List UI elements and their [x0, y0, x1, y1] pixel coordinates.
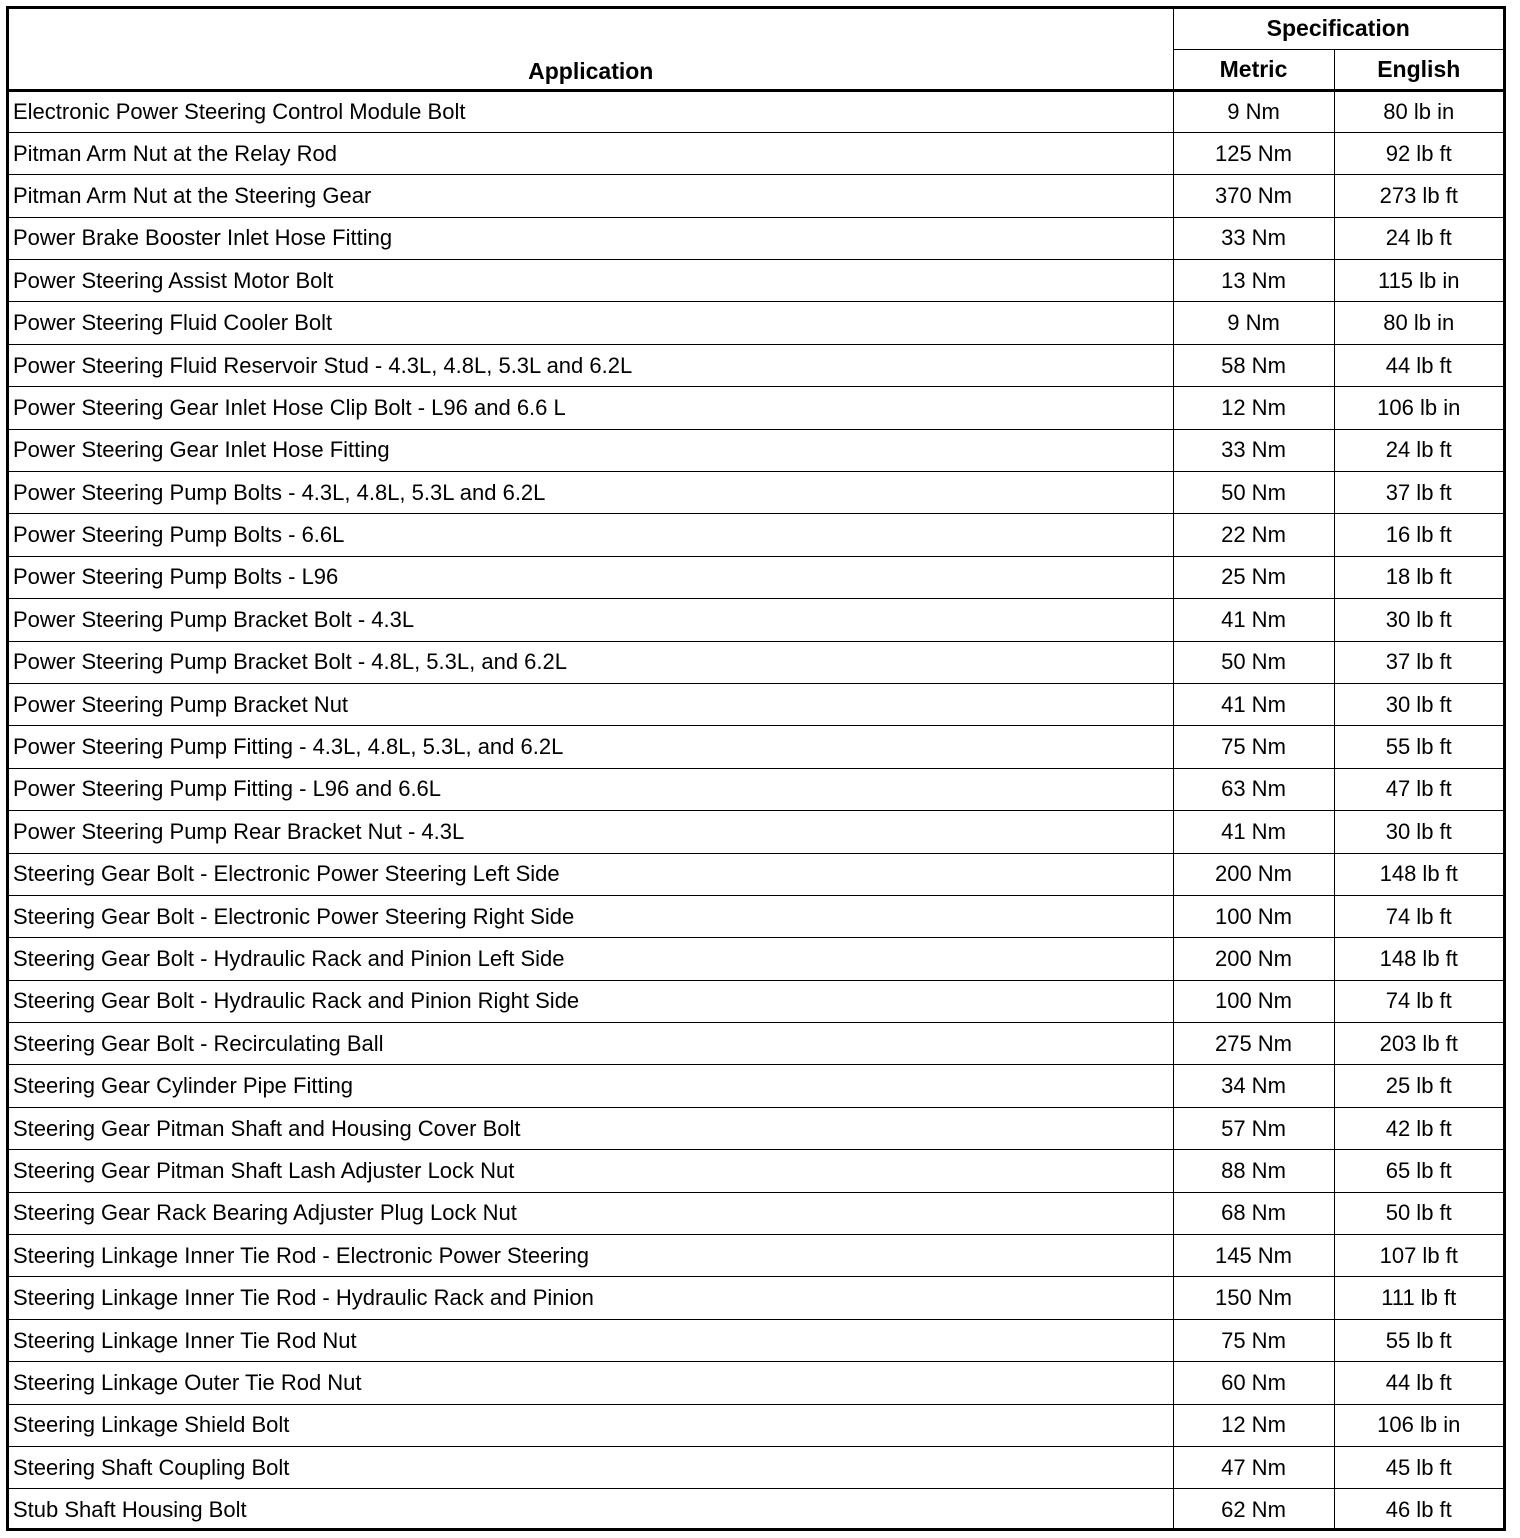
- application-cell: Steering Shaft Coupling Bolt: [9, 1447, 1173, 1489]
- metric-cell: 50 Nm: [1173, 641, 1334, 683]
- application-cell: Power Steering Assist Motor Bolt: [9, 260, 1173, 302]
- application-cell: Power Steering Pump Bolts - L96: [9, 556, 1173, 598]
- english-cell: 24 lb ft: [1334, 429, 1503, 471]
- table-row: [9, 1447, 1503, 1489]
- metric-cell: 47 Nm: [1173, 1447, 1334, 1489]
- english-cell: 44 lb ft: [1334, 344, 1503, 386]
- metric-cell: 150 Nm: [1173, 1277, 1334, 1319]
- english-cell: 65 lb ft: [1334, 1150, 1503, 1192]
- table-row: [9, 556, 1503, 598]
- english-cell: 37 lb ft: [1334, 472, 1503, 514]
- column-group-header-specification: Specification: [1173, 9, 1503, 49]
- application-cell: Pitman Arm Nut at the Relay Rod: [9, 132, 1173, 174]
- english-cell: 111 lb ft: [1334, 1277, 1503, 1319]
- application-cell: Power Steering Pump Bracket Nut: [9, 683, 1173, 725]
- application-cell: Power Steering Pump Fitting - 4.3L, 4.8L, 5.3L, and 6.2L: [9, 726, 1173, 768]
- table-row: [9, 429, 1503, 471]
- metric-cell: 100 Nm: [1173, 980, 1334, 1022]
- english-cell: 203 lb ft: [1334, 1023, 1503, 1065]
- metric-cell: 125 Nm: [1173, 132, 1334, 174]
- metric-cell: 75 Nm: [1173, 726, 1334, 768]
- metric-cell: 145 Nm: [1173, 1235, 1334, 1277]
- metric-cell: 63 Nm: [1173, 768, 1334, 810]
- column-header-english: English: [1334, 49, 1503, 90]
- table-row: [9, 980, 1503, 1022]
- table-row: [9, 217, 1503, 259]
- application-cell: Steering Gear Pitman Shaft and Housing Cover Bolt: [9, 1107, 1173, 1149]
- application-cell: Power Steering Fluid Reservoir Stud - 4.3L, 4.8L, 5.3L and 6.2L: [9, 344, 1173, 386]
- torque-spec-table: [9, 9, 1503, 1531]
- english-cell: 18 lb ft: [1334, 556, 1503, 598]
- column-header-metric: Metric: [1173, 49, 1334, 90]
- application-cell: Steering Gear Cylinder Pipe Fitting: [9, 1065, 1173, 1107]
- english-cell: 55 lb ft: [1334, 726, 1503, 768]
- table-row: [9, 1489, 1503, 1531]
- application-cell: Pitman Arm Nut at the Steering Gear: [9, 175, 1173, 217]
- english-cell: 45 lb ft: [1334, 1447, 1503, 1489]
- application-cell: Steering Linkage Shield Bolt: [9, 1404, 1173, 1446]
- table-header: [9, 9, 1503, 90]
- metric-cell: 75 Nm: [1173, 1319, 1334, 1361]
- table-row: [9, 1235, 1503, 1277]
- table-row: [9, 726, 1503, 768]
- english-cell: 80 lb in: [1334, 90, 1503, 132]
- metric-cell: 200 Nm: [1173, 938, 1334, 980]
- application-cell: Stub Shaft Housing Bolt: [9, 1489, 1173, 1531]
- english-cell: 80 lb in: [1334, 302, 1503, 344]
- metric-cell: 25 Nm: [1173, 556, 1334, 598]
- table-row: [9, 641, 1503, 683]
- application-cell: Steering Linkage Inner Tie Rod - Electronic Power Steering: [9, 1235, 1173, 1277]
- application-cell: Power Steering Gear Inlet Hose Fitting: [9, 429, 1173, 471]
- english-cell: 148 lb ft: [1334, 938, 1503, 980]
- table-row: [9, 1065, 1503, 1107]
- application-cell: Steering Gear Bolt - Hydraulic Rack and Pinion Right Side: [9, 980, 1173, 1022]
- table-row: [9, 302, 1503, 344]
- english-cell: 107 lb ft: [1334, 1235, 1503, 1277]
- table-row: [9, 1277, 1503, 1319]
- metric-cell: 275 Nm: [1173, 1023, 1334, 1065]
- application-cell: Power Steering Fluid Cooler Bolt: [9, 302, 1173, 344]
- table-row: [9, 811, 1503, 853]
- english-cell: 74 lb ft: [1334, 895, 1503, 937]
- english-cell: 30 lb ft: [1334, 683, 1503, 725]
- english-cell: 47 lb ft: [1334, 768, 1503, 810]
- application-cell: Steering Gear Bolt - Electronic Power Steering Left Side: [9, 853, 1173, 895]
- table-row: [9, 344, 1503, 386]
- metric-cell: 200 Nm: [1173, 853, 1334, 895]
- english-cell: 30 lb ft: [1334, 811, 1503, 853]
- english-cell: 148 lb ft: [1334, 853, 1503, 895]
- english-cell: 44 lb ft: [1334, 1362, 1503, 1404]
- metric-cell: 9 Nm: [1173, 90, 1334, 132]
- metric-cell: 370 Nm: [1173, 175, 1334, 217]
- application-cell: Steering Linkage Outer Tie Rod Nut: [9, 1362, 1173, 1404]
- metric-cell: 33 Nm: [1173, 429, 1334, 471]
- english-cell: 106 lb in: [1334, 1404, 1503, 1446]
- torque-spec-sheet: [6, 6, 1506, 1531]
- table-row: [9, 895, 1503, 937]
- english-cell: 106 lb in: [1334, 387, 1503, 429]
- application-cell: Power Brake Booster Inlet Hose Fitting: [9, 217, 1173, 259]
- metric-cell: 9 Nm: [1173, 302, 1334, 344]
- table-row: [9, 683, 1503, 725]
- english-cell: 37 lb ft: [1334, 641, 1503, 683]
- table-row: [9, 260, 1503, 302]
- application-cell: Steering Linkage Inner Tie Rod - Hydraulic Rack and Pinion: [9, 1277, 1173, 1319]
- metric-cell: 33 Nm: [1173, 217, 1334, 259]
- application-cell: Steering Gear Bolt - Recirculating Ball: [9, 1023, 1173, 1065]
- metric-cell: 62 Nm: [1173, 1489, 1334, 1531]
- table-row: [9, 1107, 1503, 1149]
- metric-cell: 50 Nm: [1173, 472, 1334, 514]
- application-cell: Power Steering Pump Bracket Bolt - 4.3L: [9, 599, 1173, 641]
- table-row: [9, 132, 1503, 174]
- table-body: [9, 90, 1503, 1531]
- metric-cell: 13 Nm: [1173, 260, 1334, 302]
- table-row: [9, 599, 1503, 641]
- application-cell: Power Steering Pump Fitting - L96 and 6.6L: [9, 768, 1173, 810]
- table-row: [9, 175, 1503, 217]
- table-row: [9, 1362, 1503, 1404]
- english-cell: 16 lb ft: [1334, 514, 1503, 556]
- table-row: [9, 1404, 1503, 1446]
- metric-cell: 57 Nm: [1173, 1107, 1334, 1149]
- english-cell: 25 lb ft: [1334, 1065, 1503, 1107]
- english-cell: 46 lb ft: [1334, 1489, 1503, 1531]
- english-cell: 74 lb ft: [1334, 980, 1503, 1022]
- english-cell: 273 lb ft: [1334, 175, 1503, 217]
- metric-cell: 41 Nm: [1173, 811, 1334, 853]
- application-cell: Power Steering Pump Bolts - 6.6L: [9, 514, 1173, 556]
- application-cell: Steering Gear Pitman Shaft Lash Adjuster Lock Nut: [9, 1150, 1173, 1192]
- english-cell: 55 lb ft: [1334, 1319, 1503, 1361]
- table-row: [9, 472, 1503, 514]
- english-cell: 92 lb ft: [1334, 132, 1503, 174]
- table-row: [9, 853, 1503, 895]
- table-row: [9, 90, 1503, 132]
- application-cell: Steering Gear Bolt - Hydraulic Rack and Pinion Left Side: [9, 938, 1173, 980]
- english-cell: 42 lb ft: [1334, 1107, 1503, 1149]
- table-row: [9, 1192, 1503, 1234]
- column-header-application: Application: [9, 9, 1173, 90]
- metric-cell: 12 Nm: [1173, 387, 1334, 429]
- table-row: [9, 768, 1503, 810]
- table-row: [9, 1150, 1503, 1192]
- english-cell: 50 lb ft: [1334, 1192, 1503, 1234]
- table-row: [9, 938, 1503, 980]
- table-row: [9, 514, 1503, 556]
- english-cell: 30 lb ft: [1334, 599, 1503, 641]
- application-cell: Steering Gear Rack Bearing Adjuster Plug Lock Nut: [9, 1192, 1173, 1234]
- application-cell: Steering Gear Bolt - Electronic Power Steering Right Side: [9, 895, 1173, 937]
- table-row: [9, 1023, 1503, 1065]
- metric-cell: 60 Nm: [1173, 1362, 1334, 1404]
- english-cell: 24 lb ft: [1334, 217, 1503, 259]
- application-cell: Electronic Power Steering Control Module Bolt: [9, 90, 1173, 132]
- application-cell: Power Steering Pump Bracket Bolt - 4.8L, 5.3L, and 6.2L: [9, 641, 1173, 683]
- metric-cell: 41 Nm: [1173, 599, 1334, 641]
- metric-cell: 34 Nm: [1173, 1065, 1334, 1107]
- metric-cell: 58 Nm: [1173, 344, 1334, 386]
- metric-cell: 41 Nm: [1173, 683, 1334, 725]
- metric-cell: 88 Nm: [1173, 1150, 1334, 1192]
- application-cell: Power Steering Gear Inlet Hose Clip Bolt - L96 and 6.6 L: [9, 387, 1173, 429]
- metric-cell: 22 Nm: [1173, 514, 1334, 556]
- table-row: [9, 387, 1503, 429]
- application-cell: Power Steering Pump Bolts - 4.3L, 4.8L, 5.3L and 6.2L: [9, 472, 1173, 514]
- metric-cell: 12 Nm: [1173, 1404, 1334, 1446]
- metric-cell: 68 Nm: [1173, 1192, 1334, 1234]
- application-cell: Power Steering Pump Rear Bracket Nut - 4.3L: [9, 811, 1173, 853]
- application-cell: Steering Linkage Inner Tie Rod Nut: [9, 1319, 1173, 1361]
- table-row: [9, 1319, 1503, 1361]
- english-cell: 115 lb in: [1334, 260, 1503, 302]
- metric-cell: 100 Nm: [1173, 895, 1334, 937]
